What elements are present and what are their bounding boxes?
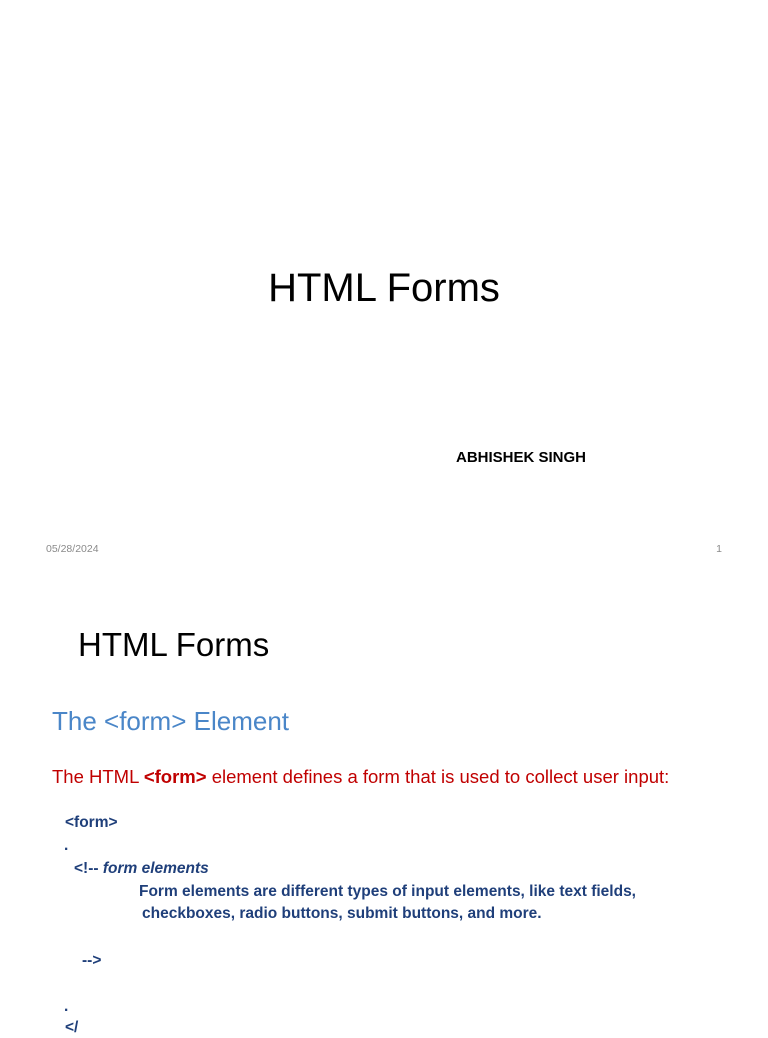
author-name: ABHISHEK SINGH bbox=[456, 449, 587, 466]
code-comment-line-1: Form elements are different types of input elements, like text fields, bbox=[139, 883, 636, 900]
code-comment-open bbox=[74, 859, 209, 879]
code-ellipsis-dot: . bbox=[64, 837, 69, 854]
description-tag: <form> bbox=[143, 766, 207, 787]
slide-title: HTML Forms bbox=[268, 266, 500, 310]
description-text bbox=[52, 765, 669, 789]
description-prefix: The HTML bbox=[52, 766, 144, 787]
slide-heading: HTML Forms bbox=[78, 626, 270, 663]
content-slide bbox=[0, 576, 768, 1036]
code-comment-line-2: checkboxes, radio buttons, submit buttons, and more. bbox=[142, 905, 542, 922]
section-subtitle: The <form> Element bbox=[52, 706, 289, 736]
code-form-open-tag: <form> bbox=[65, 814, 118, 831]
code-comment-label: form elements bbox=[102, 860, 209, 877]
code-ellipsis-dot-2: . bbox=[64, 998, 69, 1015]
code-comment-marker: <!-- bbox=[74, 860, 103, 877]
slide-date: 05/28/2024 bbox=[46, 543, 99, 555]
slide-page-number: 1 bbox=[716, 543, 722, 555]
code-comment-close: --> bbox=[82, 952, 102, 969]
description-suffix: element defines a form that is used to collect user input: bbox=[206, 766, 670, 787]
code-form-close-tag: </ bbox=[65, 1019, 79, 1036]
